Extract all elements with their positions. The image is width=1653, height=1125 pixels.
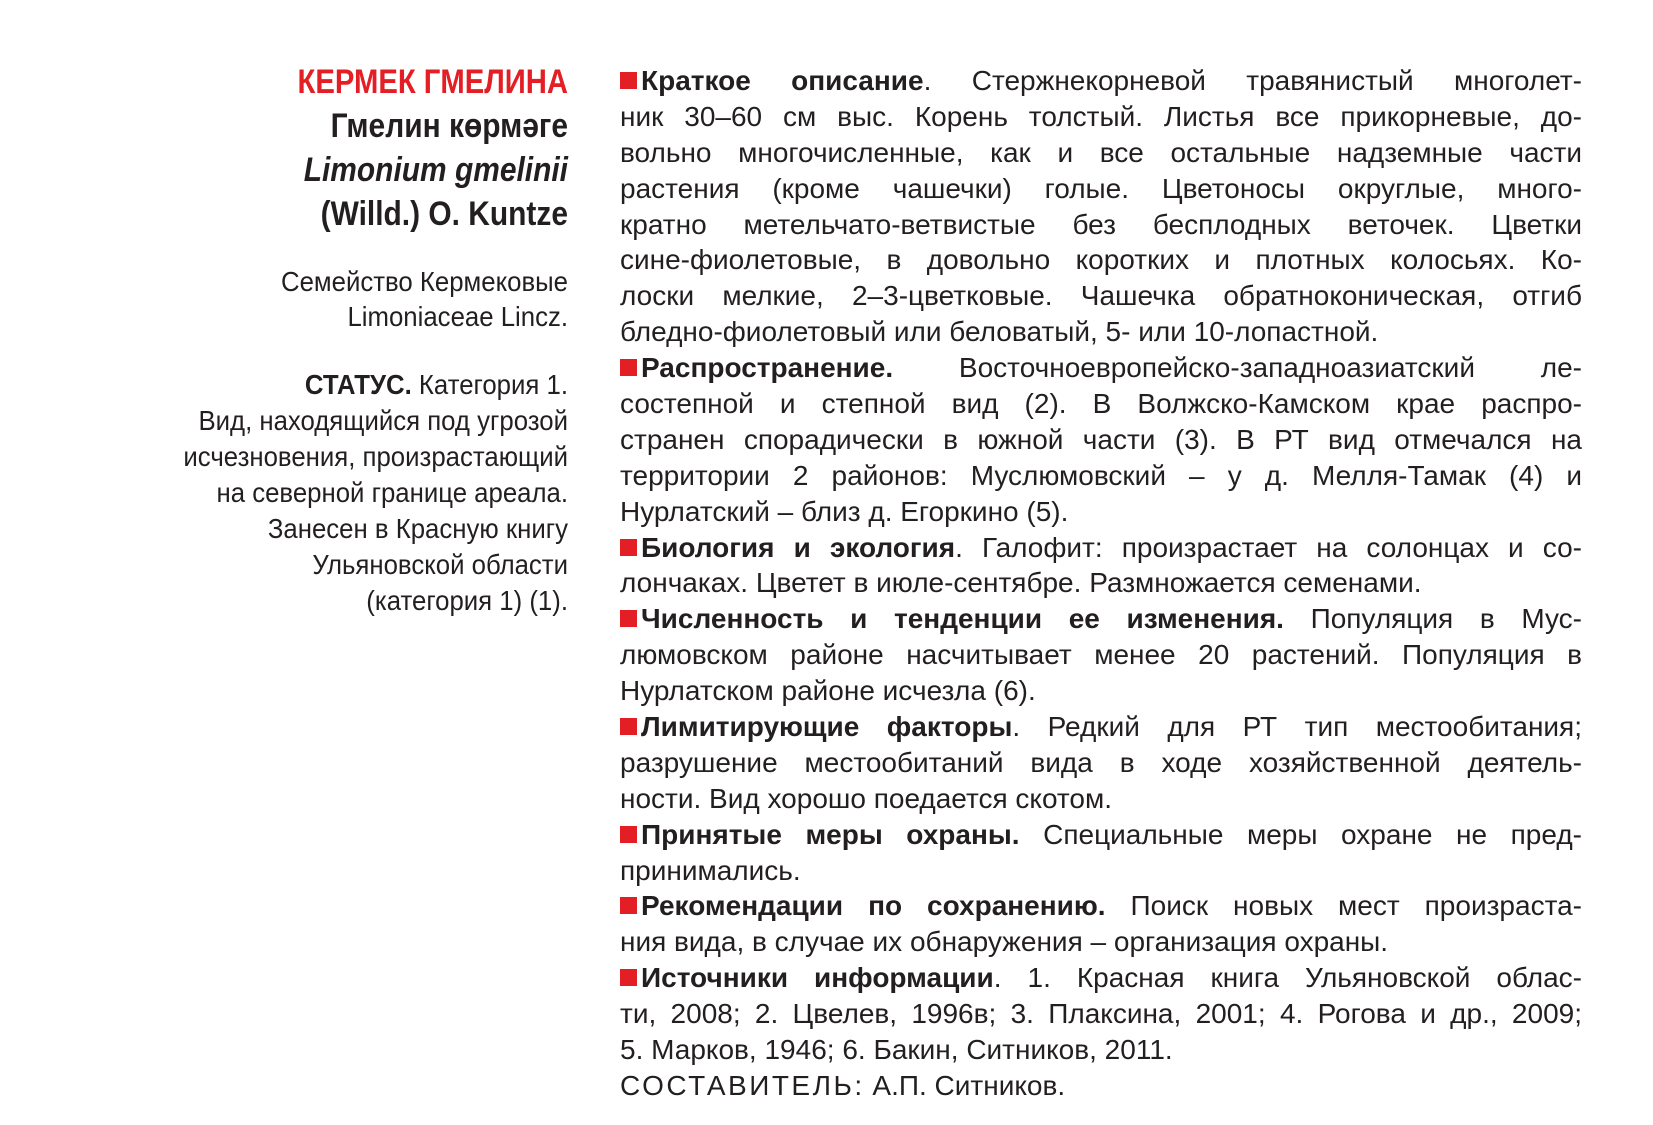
status-line: Ульяновской области — [312, 549, 568, 580]
section-line — [620, 278, 1582, 314]
compiler-line — [620, 1068, 1582, 1104]
status-label: СТАТУС. — [304, 369, 412, 400]
red-square-bullet-icon — [620, 718, 637, 735]
section-heading: Краткое описание — [641, 65, 924, 96]
status-line: Занесен в Красную книгу — [267, 513, 568, 544]
section-text: разрушение местообитаний вида в ходе хозяйственной деятель- — [620, 746, 1582, 778]
section-line — [620, 960, 1582, 996]
red-square-bullet-icon — [620, 539, 637, 556]
section-heading: Рекомендации по сохранению. — [641, 890, 1106, 922]
section-text: ния вида, в случае их обнаружения – организация охраны. — [620, 926, 1389, 958]
red-square-bullet-icon — [620, 969, 637, 986]
section-line — [620, 171, 1582, 207]
section-line — [620, 242, 1582, 278]
section-text: Поиск новых мест произраста- — [1105, 890, 1582, 922]
section-line — [620, 745, 1582, 781]
status-line: на северной границе ареала. — [216, 477, 568, 508]
section-text: Нурлатском районе исчезла (6). — [620, 675, 1036, 707]
compiler-label: СОСТАВИТЕЛЬ: — [620, 1069, 865, 1101]
section-line — [620, 996, 1582, 1032]
section-text: территории 2 районов: Муслюмовский – у д. Мелля-Тамак (4) и — [620, 459, 1582, 491]
section-text: . Галофит: произрастает на солонцах и со- — [955, 531, 1582, 563]
section-text: кратно метельчато-ветвистые без бесплодных веточек. Цветки — [620, 208, 1582, 240]
section-heading: Лимитирующие факторы — [641, 711, 1013, 743]
species-author-latin: (Willd.) O. Kuntze — [320, 195, 568, 233]
section-text: состепной и степной вид (2). В Волжско-Камском крае распро- — [620, 388, 1582, 420]
compiler-name: А.П. Ситников. — [864, 1069, 1066, 1101]
section-line — [620, 135, 1582, 171]
section-heading: Принятые меры охраны. — [641, 818, 1020, 850]
status-text: Категория 1. — [411, 369, 568, 400]
section-text: 5. Марков, 1946; 6. Бакин, Ситников, 2011. — [620, 1034, 1173, 1066]
species-name-tatar: Гмелин көрмәге — [330, 107, 568, 145]
species-header — [90, 60, 568, 619]
section-text: растения (кроме чашечки) голые. Цветоносы округлые, много- — [620, 172, 1582, 204]
section-text: ти, 2008; 2. Цвелев, 1996в; 3. Плаксина, 2001; 4. Рогова и др., 2009; — [620, 998, 1582, 1030]
red-square-bullet-icon — [620, 72, 637, 89]
status-line — [128, 367, 568, 403]
species-name-latin: Limonium gmelinii — [303, 151, 568, 189]
section-line — [620, 853, 1582, 889]
section-text: бледно-фиолетовый или беловатый, 5- или 10-лопастной. — [620, 316, 1379, 348]
section-line — [620, 494, 1582, 530]
section-text: лончаках. Цветет в июле-сентябре. Размножается семенами. — [620, 567, 1422, 599]
family-latin: Limoniaceae Lincz. — [347, 301, 568, 332]
section-line — [620, 565, 1582, 601]
section-line — [620, 924, 1582, 960]
section-line — [620, 386, 1582, 422]
section-line — [620, 673, 1582, 709]
section-text: Восточноевропейско-западноазиатский ле- — [893, 352, 1582, 384]
section-line — [620, 817, 1582, 853]
section-text: Популяция в Мус- — [1283, 603, 1582, 635]
section-line — [620, 207, 1582, 243]
family-russian: Семейство Кермековые — [280, 266, 568, 297]
red-square-bullet-icon — [620, 359, 637, 376]
section-line — [620, 1032, 1582, 1068]
section-text: . Редкий для РТ тип местообитания; — [1012, 711, 1582, 743]
section-text: . 1. Красная книга Ульяновской облас- — [993, 962, 1583, 994]
section-line — [620, 530, 1582, 566]
section-line — [620, 637, 1582, 673]
section-line — [620, 709, 1582, 745]
section-text: Нурлатский – близ д. Егоркино (5). — [620, 495, 1069, 527]
section-text: принимались. — [620, 854, 801, 886]
section-line — [620, 99, 1582, 135]
section-text: ности. Вид хорошо поедается скотом. — [620, 782, 1113, 814]
section-text: сине-фиолетовые, в довольно коротких и плотных колосьях. Ко- — [620, 244, 1582, 276]
family-block — [128, 264, 568, 334]
section-text: ник 30–60 см выс. Корень толстый. Листья все прикорневые, до- — [620, 100, 1582, 132]
section-line — [620, 314, 1582, 350]
section-heading: Численность и тенденции ее изменения. — [641, 603, 1284, 635]
status-line: (категория 1) (1). — [366, 585, 568, 616]
section-text: вольно многочисленные, как и все остальные надземные части — [620, 136, 1582, 168]
section-text: Специальные меры охране не пред- — [1019, 818, 1582, 850]
section-text: люмовском районе насчитывает менее 20 растений. Популяция в — [620, 639, 1582, 671]
red-square-bullet-icon — [620, 826, 637, 843]
section-heading: Источники информации — [641, 962, 994, 994]
section-line — [620, 888, 1582, 924]
section-text: лоски мелкие, 2–3-цветковые. Чашечка обратноконическая, отгиб — [620, 280, 1582, 312]
section-heading: Распространение. — [641, 352, 894, 384]
section-text: . Стержнекорневой травянистый многолет- — [923, 65, 1582, 96]
section-line — [620, 422, 1582, 458]
section-line — [620, 601, 1582, 637]
species-name-russian: КЕРМЕК ГМЕЛИНА — [297, 63, 568, 101]
section-line — [620, 350, 1582, 386]
status-line: Вид, находящийся под угрозой — [198, 405, 569, 436]
section-line — [620, 63, 1582, 99]
red-square-bullet-icon — [620, 897, 637, 914]
section-heading: Биология и экология — [641, 531, 956, 563]
section-line — [620, 458, 1582, 494]
status-line: исчезновения, произрастающий — [183, 441, 568, 472]
red-square-bullet-icon — [620, 610, 637, 627]
species-description — [620, 63, 1582, 1104]
status-block — [90, 367, 568, 619]
section-text: странен спорадически в южной части (3). В РТ вид отмечался на — [620, 423, 1582, 455]
section-line — [620, 781, 1582, 817]
